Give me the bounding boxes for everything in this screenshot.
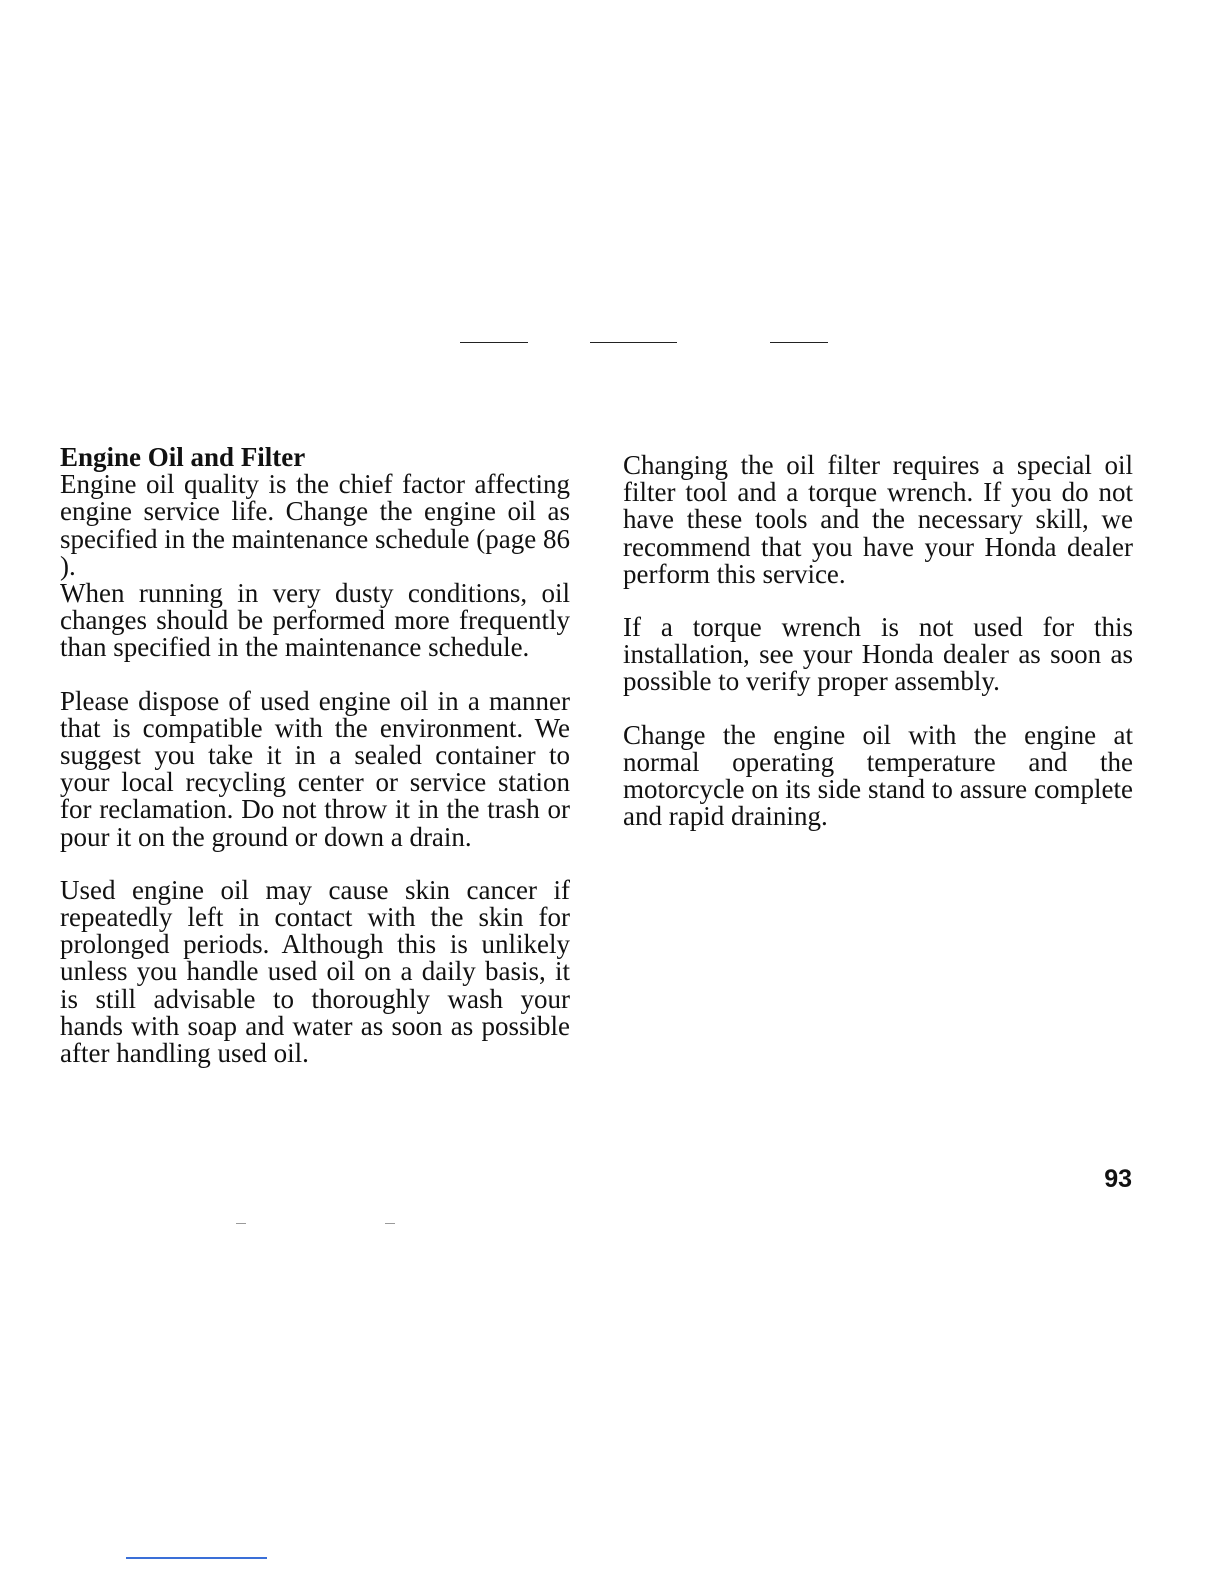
page-number: 93 — [1104, 1165, 1132, 1193]
paragraph-torque-wrench: If a torque wrench is not used for this installation, see your Honda dealer as soon as possible to verify proper assembly. — [623, 612, 1133, 697]
section-heading: Engine Oil and Filter — [60, 442, 306, 472]
right-column — [623, 452, 1133, 856]
header-rule-1 — [460, 342, 528, 343]
scan-mark-1 — [236, 1223, 246, 1224]
paragraph-change-temperature: Change the engine oil with the engine at normal operating temperature and the motorcycle on its side stand to assure complete and rapid draining. — [623, 719, 1133, 832]
scan-mark-2 — [385, 1223, 395, 1224]
paragraph-skin-warning: Used engine oil may cause skin cancer if repeatedly left in contact with the skin for prolonged periods. Although this is unlikely unless you handle used oil on a daily basis, it is still advisable to thoroughly wash your hands with soap and water as soon as possible after handling used oil. — [60, 874, 570, 1069]
header-rule-2 — [590, 342, 677, 343]
paragraph-dispose-oil: Please dispose of used engine oil in a manner that is compatible with the environment. We suggest you take it in a sealed container to your local recycling center or service station for reclamation. Do not throw it in the trash or pour it on the ground or down a drain. — [60, 685, 570, 852]
header-rule-3 — [770, 342, 828, 343]
left-column — [60, 444, 570, 1093]
paragraph-oil-quality: Engine oil quality is the chief factor affecting engine service life. Change the engine oil as specified in the maintenance schedule (page 86 ). — [60, 469, 570, 581]
bottom-edge-line — [126, 1557, 267, 1559]
paragraph-oil-filter-tools: Changing the oil filter requires a special oil filter tool and a torque wrench. If you do not have these tools and the necessary skill, we recommend that you have your Honda dealer perform this service. — [623, 450, 1133, 589]
paragraph-dusty-conditions: When running in very dusty conditions, oil changes should be performed more frequently than specified in the maintenance schedule. — [60, 578, 570, 663]
